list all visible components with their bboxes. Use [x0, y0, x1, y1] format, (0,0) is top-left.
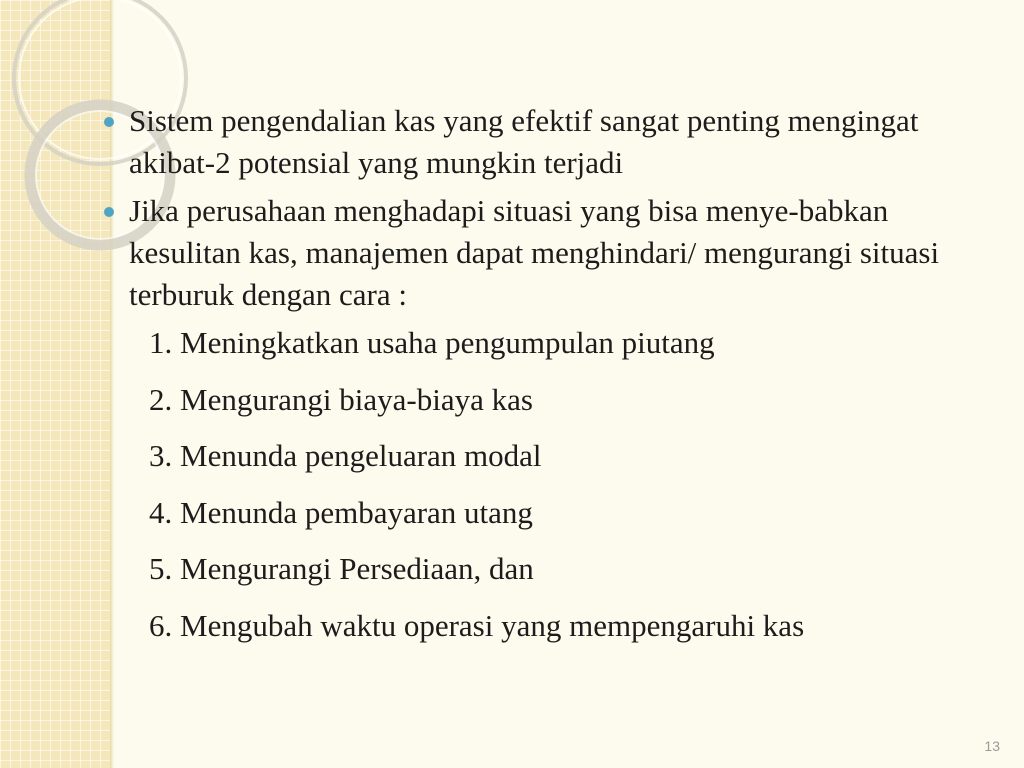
numbered-list: [104, 322, 1004, 647]
bullet-text: Sistem pengendalian kas yang efektif sangat penting mengingat akibat-2 potensial yang mungkin terjadi: [129, 103, 919, 180]
list-item: 5. Mengurangi Persediaan, dan: [149, 551, 534, 586]
bullet-item: [104, 190, 1004, 316]
bullet-dot-icon: [104, 207, 114, 217]
list-item: 4. Menunda pembayaran utang: [149, 494, 533, 530]
side-grid-panel: [0, 0, 112, 768]
list-item: 2. Mengurangi biaya-biaya kas: [149, 381, 533, 417]
slide-content: [104, 100, 1004, 661]
bullet-dot-icon: [104, 117, 114, 127]
bullet-item: [104, 100, 1004, 184]
bullet-text: Jika perusahaan menghadapi situasi yang bisa menye-babkan kesulitan kas, manajemen dapat menghindari/ mengurangi situasi terburuk dengan cara :: [129, 193, 940, 312]
list-item: 1. Meningkatkan usaha pengumpulan piutang: [149, 325, 715, 360]
page-number: 13: [984, 738, 1000, 754]
list-item: 3. Menunda pengeluaran modal: [149, 438, 542, 473]
list-item: 6. Mengubah waktu operasi yang mempengaruhi kas: [149, 607, 805, 643]
